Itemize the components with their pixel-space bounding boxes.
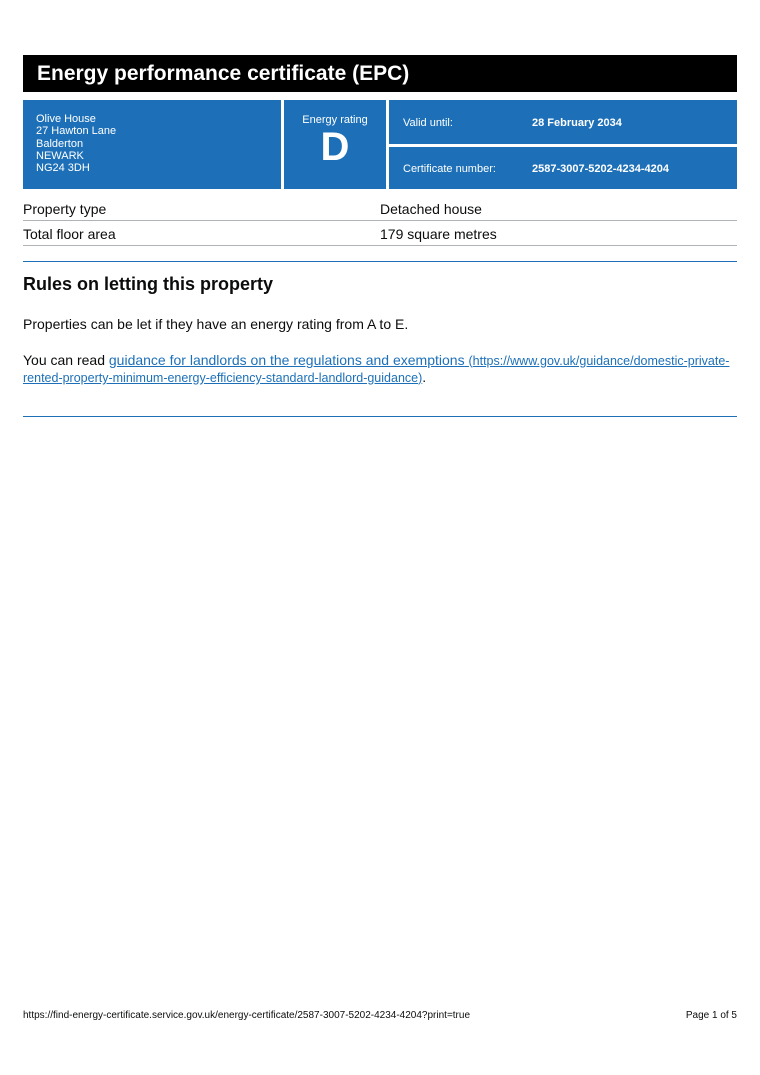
letting-rules-text: Properties can be let if they have an energy rating from A to E. [23,316,409,332]
energy-rating-letter: D [320,125,350,169]
valid-until-box [389,100,737,144]
footer-url: https://find-energy-certificate.service.gov.uk/energy-certificate/2587-3007-5202-4234-4204?print=true [23,1010,471,1021]
address-line: Balderton [36,137,84,150]
certificate-number-value: 2587-3007-5202-4234-4204 [532,163,670,175]
table-row [23,221,737,246]
energy-rating-label: Energy rating [302,114,368,126]
page-title: Energy performance certificate (EPC) [23,55,737,92]
floor-area-value: 179 square metres [380,226,497,242]
address-line: 27 Hawton Lane [36,125,117,138]
landlord-guidance-link-text: guidance for landlords on the regulations and exemptions [108,352,465,368]
certificate-number-box [389,147,737,189]
certificate-summary [23,100,737,189]
valid-until-value: 28 February 2034 [532,117,622,129]
guidance-url-open: ( [468,354,473,368]
guidance-url-close: ) [418,371,423,385]
page-number: Page 1 of 5 [685,1010,737,1021]
valid-until-label: Valid until: [403,117,453,129]
energy-rating-box [284,100,386,189]
landlord-guidance-link[interactable] [23,352,729,385]
property-type-value: Detached house [380,201,482,217]
property-details-table [23,196,737,246]
address-line: NEWARK [36,149,84,162]
certificate-number-label: Certificate number: [403,163,496,175]
floor-area-label: Total floor area [23,226,116,242]
property-type-label: Property type [23,201,107,217]
section-divider [23,261,737,262]
letting-rules-heading: Rules on letting this property [23,274,274,294]
table-row [23,196,737,221]
address-line: NG24 3DH [36,162,90,175]
property-address [23,100,281,189]
guidance-prefix: You can read [23,352,109,368]
guidance-suffix: . [422,369,427,385]
address-line: Olive House [36,113,96,125]
guidance-url: https://www.gov.uk/guidance/domestic-private-rented-property-minimum-energy-efficiency-standard-landlord-guidance [23,354,730,385]
landlord-guidance-paragraph [23,352,737,386]
section-divider [23,416,737,417]
